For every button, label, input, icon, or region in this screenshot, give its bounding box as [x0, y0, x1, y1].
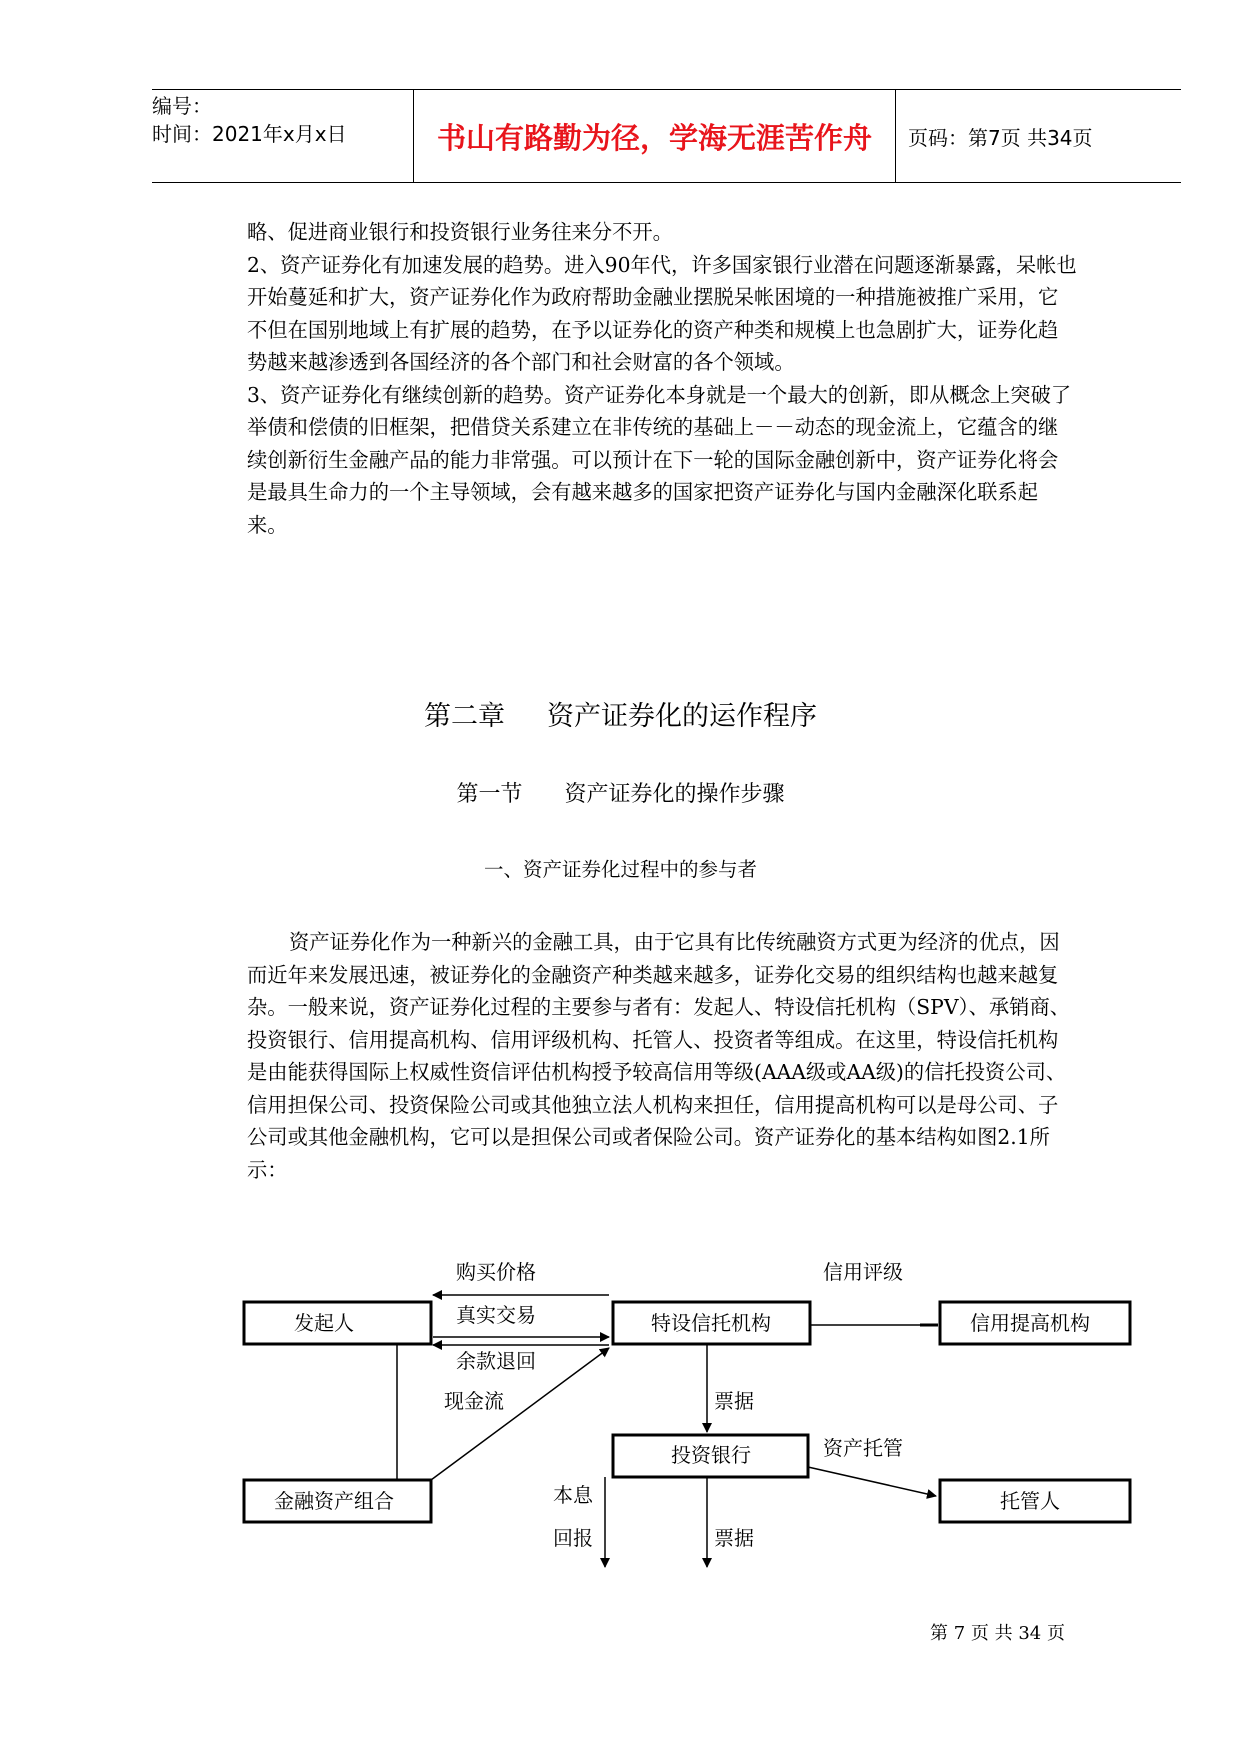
- asset-pool-label: 金融资产组合: [274, 1489, 394, 1513]
- true-sale-label: 真实交易: [456, 1303, 536, 1327]
- investment-bank-label: 投资银行: [671, 1443, 751, 1467]
- page-footer: 第 7 页 共 34 页: [930, 1623, 1065, 1644]
- cash-flow-label: 现金流: [444, 1389, 504, 1413]
- paragraph: 2、资产证券化有加速发展的趋势。进入90年代，许多国家银行业潜在问题逐渐暴露，呆帐也开始蔓延和扩大，资产证券化作为政府帮助金融业摆脱呆帐困境的一种措施被推广采用，它不但在国别地域上有扩展的趋势，在予以证券化的资产种类和规模上也急剧扩大，证券化趋势越来越渗透到各国经济的各个部门和社会财富的各个领域。: [247, 252, 1077, 374]
- purchase-price-label: 购买价格: [456, 1260, 536, 1284]
- document-number-label: 编号：: [152, 94, 212, 118]
- credit-enhancer-label: 信用提高机构: [970, 1311, 1090, 1335]
- return-label: 回报: [553, 1526, 593, 1550]
- custodian-label: 托管人: [1000, 1489, 1060, 1513]
- asset-custody-label: 资产托管: [823, 1436, 903, 1460]
- asset-custody-arrow: [808, 1467, 936, 1496]
- paragraph: 资产证券化作为一种新兴的金融工具，由于它具有比传统融资方式更为经济的优点，因而近年来发展迅速，被证券化的金融资产种类越来越多，证券化交易的组织结构也越来越复杂。一般来说，资产证券化过程的主要参与者有：发起人、特设信托机构（SPV）、承销商、投资银行、信用提高机构、信用评级机构、托管人、投资者等组成。在这里，特设信托机构是由能获得国际上权威性资信评估机构授予较高信用等级(AAA级或AA级)的信托投资公司、信用担保公司、投资保险公司或其他独立法人机构来担任，信用提高机构可以是母公司、子公司或其他金融机构，它可以是担保公司或者保险公司。资产证券化的基本结构如图2.1所示：: [247, 930, 1071, 1182]
- spv-label: 特设信托机构: [651, 1311, 771, 1335]
- surplus-return-label: 余款退回: [456, 1349, 536, 1373]
- notes-label-2: 票据: [714, 1526, 754, 1550]
- principal-interest-label: 本息: [553, 1483, 593, 1507]
- paragraph: 略、促进商业银行和投资银行业务往来分不开。: [247, 220, 673, 244]
- header-motto: 书山有路勤为径，学海无涯苦作舟: [413, 90, 896, 182]
- originator-label: 发起人: [294, 1311, 354, 1335]
- section-number: 第一节: [456, 782, 523, 807]
- chapter-number: 第二章: [424, 701, 505, 732]
- header-page-label: 页码：第7页 共34页: [908, 125, 1093, 150]
- credit-rating-label: 信用评级: [823, 1260, 903, 1284]
- subsection-heading: 一、资产证券化过程中的参与者: [483, 858, 757, 881]
- document-time-label: 时间：2021年x月x日: [152, 122, 347, 146]
- notes-label-1: 票据: [714, 1389, 754, 1413]
- chapter-title: 资产证券化的运作程序: [547, 701, 817, 732]
- paragraph: 3、资产证券化有继续创新的趋势。资产证券化本身就是一个最大的创新，即从概念上突破了举债和偿债的旧框架，把借贷关系建立在非传统的基础上－－动态的现金流上，它蕴含的继续创新衍生金融产品的能力非常强。可以预计在下一轮的国际金融创新中，资产证券化将会是最具生命力的一个主导领域，会有越来越多的国家把资产证券化与国内金融深化联系起来。: [247, 382, 1072, 537]
- section-title: 资产证券化的操作步骤: [564, 782, 785, 807]
